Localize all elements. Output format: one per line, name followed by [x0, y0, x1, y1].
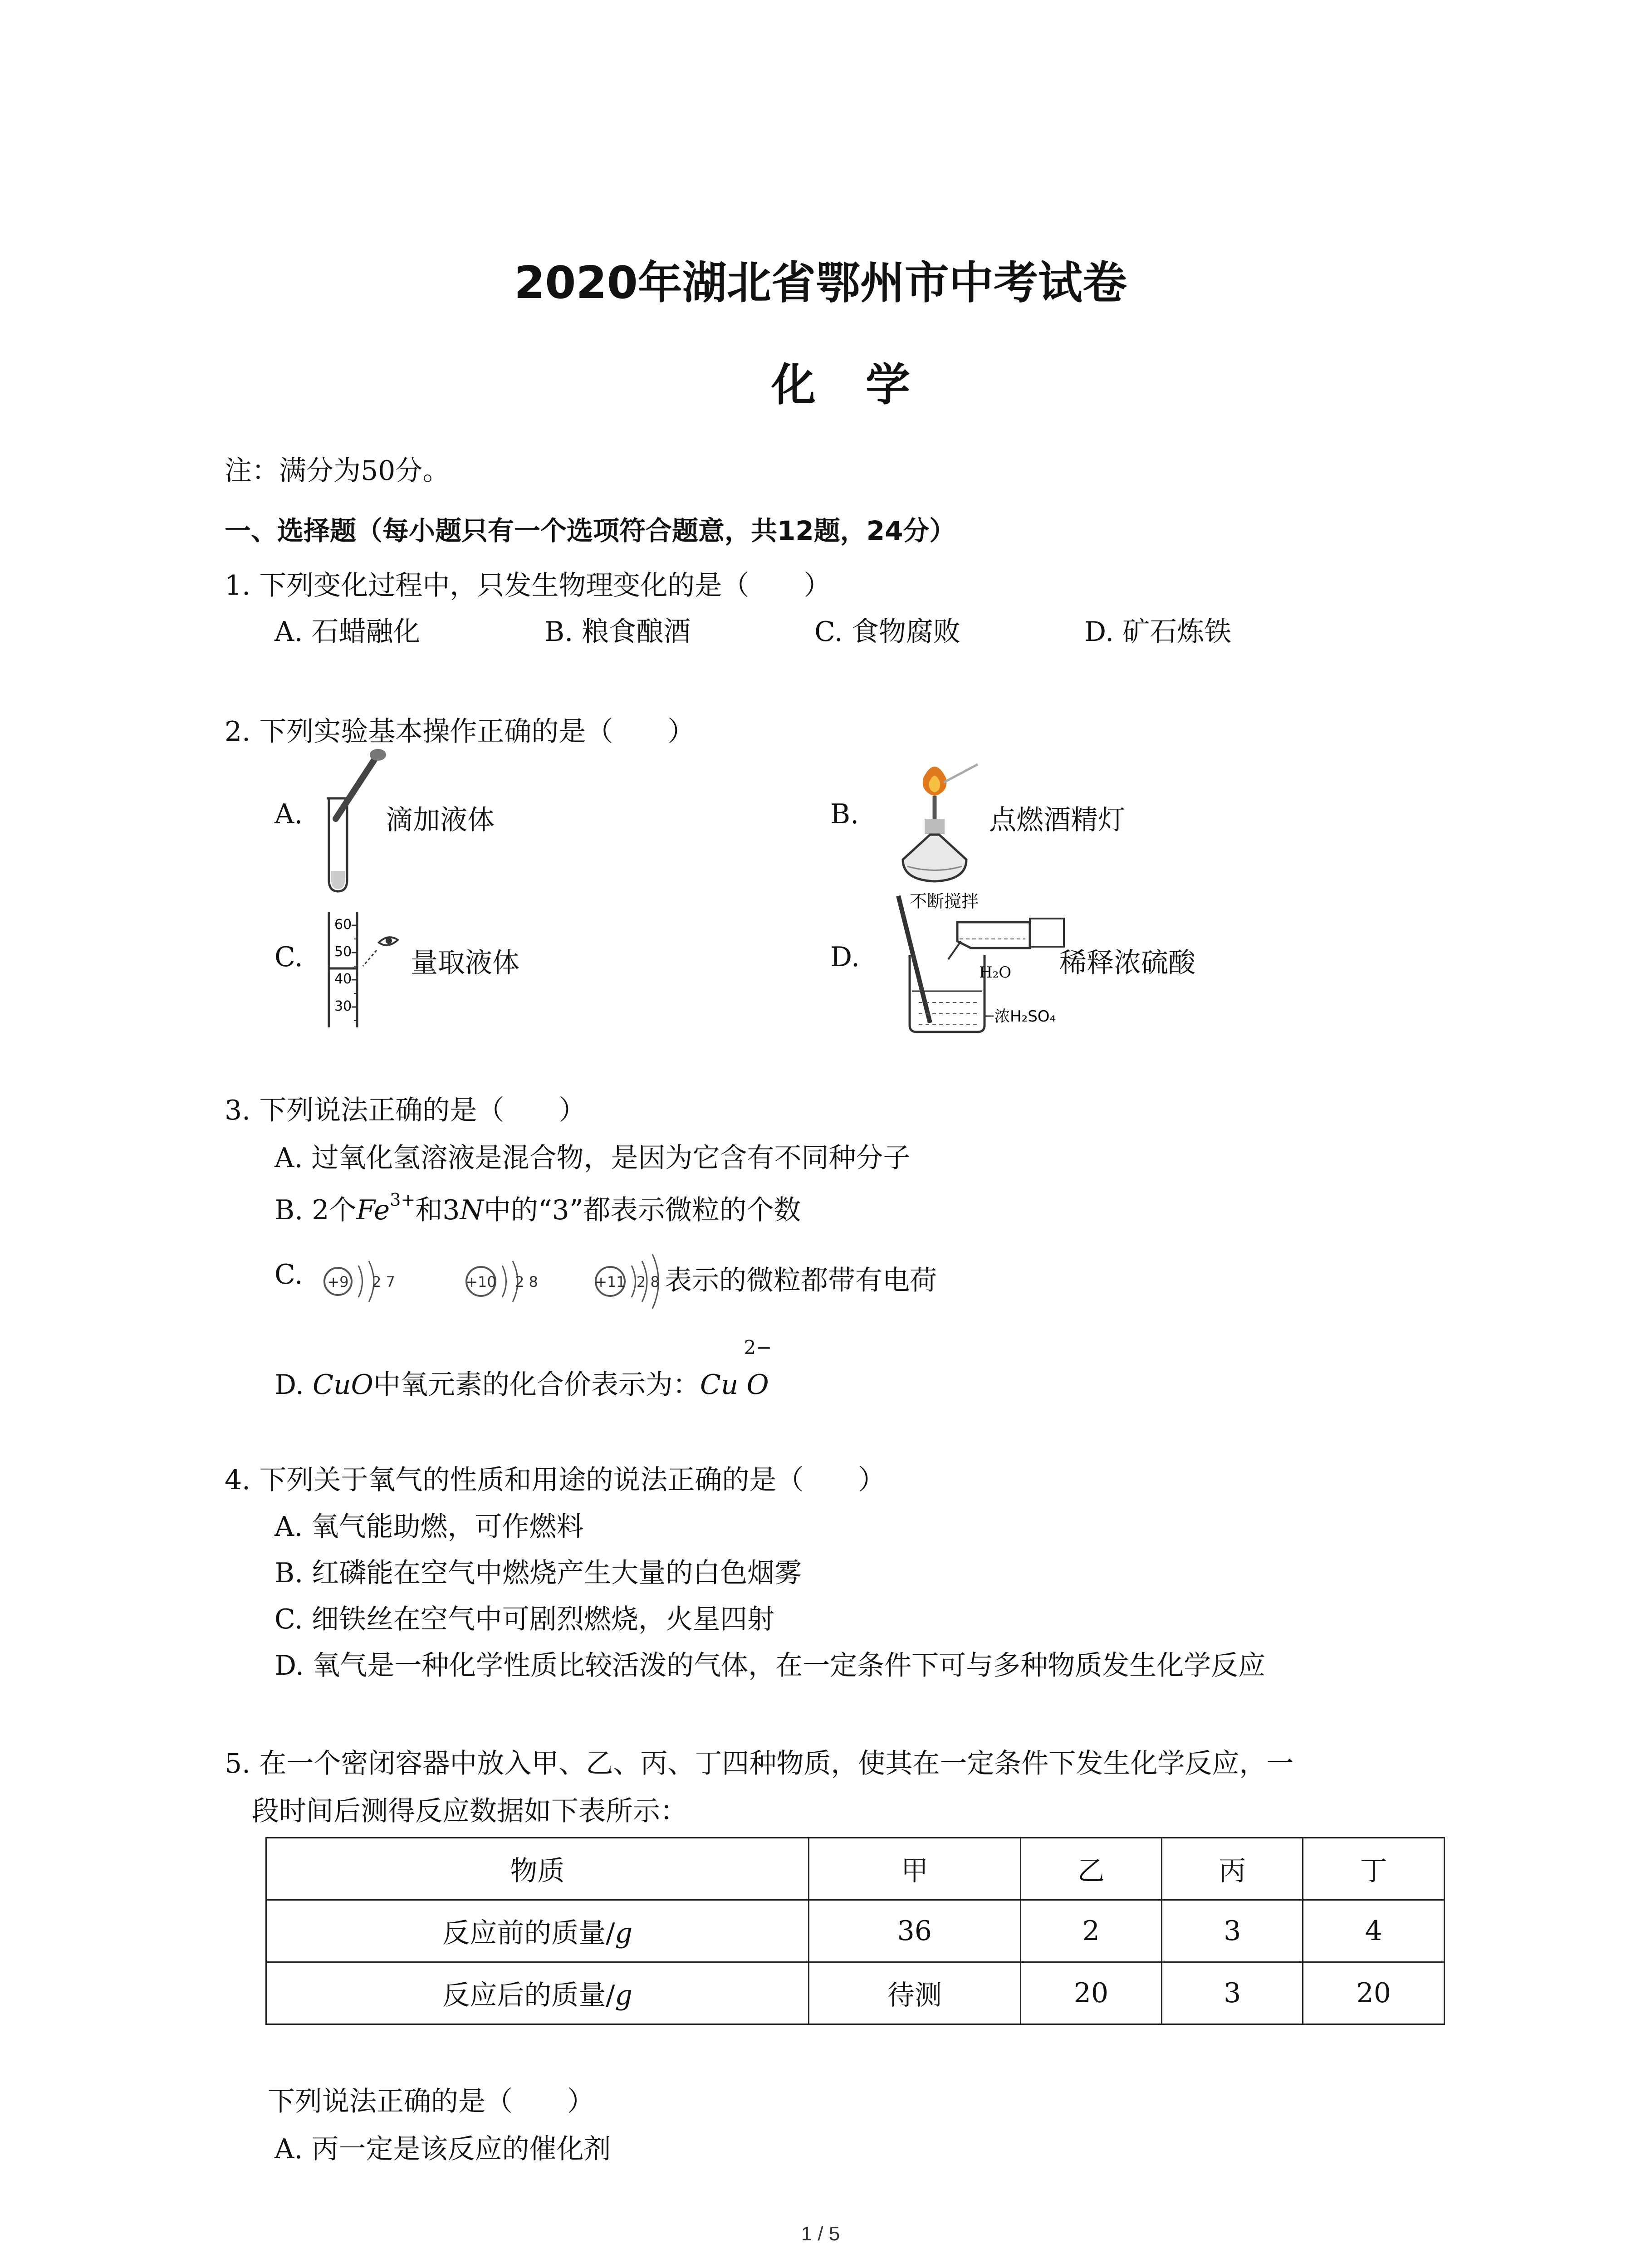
- table-cell: 4: [1303, 1900, 1445, 1962]
- q3-d-valence: 2−: [744, 1336, 772, 1359]
- q3-stem: 3. 下列说法正确的是（ ）: [225, 1095, 586, 1126]
- particle-2-shells: 2 8: [515, 1273, 538, 1290]
- row-label-unit: g: [615, 1980, 632, 2011]
- dropper-test-tube-figure: [318, 748, 390, 898]
- q4-option-b: B. 红磷能在空气中燃烧产生大量的白色烟雾: [274, 1557, 802, 1589]
- q3-d-formula: CuO: [313, 1369, 373, 1401]
- q4-option-d: D. 氧气是一种化学性质比较活泼的气体，在一定条件下可与多种物质发生化学反应: [274, 1650, 1266, 1681]
- cylinder-tick-40: 40: [334, 971, 352, 987]
- cylinder-tick-50: 50: [334, 944, 352, 960]
- cylinder-tick-60: 60: [334, 917, 352, 933]
- acid-label: 浓H₂SO₄: [994, 1007, 1056, 1026]
- atom-structure-figure: [320, 1245, 674, 1313]
- q3-option-d: [274, 1336, 772, 1402]
- table-header-cell: 乙: [1020, 1838, 1162, 1900]
- particle-2-nucleus: +10: [465, 1273, 496, 1290]
- row-label-unit: g: [615, 1917, 632, 1949]
- q1-option-b: B. 粮食酿酒: [544, 616, 691, 648]
- q3-d-base: Cu: [700, 1369, 739, 1401]
- table-header-cell: 丙: [1162, 1838, 1303, 1900]
- q2-option-b-letter: B.: [830, 798, 859, 830]
- cylinder-tick-30: 30: [334, 998, 352, 1014]
- q3-d-element: O: [746, 1369, 769, 1401]
- table-row-label: [266, 1962, 809, 2024]
- page-number: 1 / 5: [801, 2223, 840, 2245]
- q4-option-c: C. 细铁丝在空气中可剧烈燃烧，火星四射: [274, 1603, 774, 1635]
- q3-b-mid: 和3: [415, 1194, 460, 1226]
- table-header-cell: 甲: [809, 1838, 1021, 1900]
- q4-stem: 4. 下列关于氧气的性质和用途的说法正确的是（ ）: [225, 1464, 886, 1496]
- q1-stem: 1. 下列变化过程中，只发生物理变化的是（ ）: [225, 570, 831, 601]
- q3-b-ion: Fe: [356, 1194, 390, 1226]
- q1-option-d: D. 矿石炼铁: [1084, 616, 1232, 648]
- q1-option-c: C. 食物腐败: [814, 616, 960, 648]
- q5-question: 下列说法正确的是（ ）: [268, 2086, 594, 2117]
- q3-option-b: [274, 1188, 801, 1227]
- q3-b-atom: N: [460, 1194, 484, 1226]
- table-header-cell: 物质: [266, 1838, 809, 1900]
- q3-option-c-text: 表示的微粒都带有电荷: [665, 1265, 937, 1296]
- stir-label: 不断搅拌: [910, 891, 979, 911]
- q3-b-suffix: 中的“3”都表示微粒的个数: [484, 1194, 801, 1226]
- table-row: [266, 1962, 1445, 2024]
- q2-option-a-letter: A.: [274, 798, 303, 830]
- exam-title: 2020年湖北省鄂州市中考试卷: [514, 257, 1127, 309]
- q3-d-text: 中氧元素的化合价表示为：: [373, 1369, 700, 1401]
- q1-option-a: A. 石蜡融化: [274, 616, 421, 648]
- section-heading: 一、选择题（每小题只有一个选项符合题意，共12题，24分）: [225, 515, 956, 546]
- dilute-acid-figure: [880, 887, 1071, 1041]
- table-cell: 待测: [809, 1962, 1021, 2024]
- q3-d-prefix: D.: [274, 1369, 313, 1401]
- table-cell: 20: [1020, 1962, 1162, 2024]
- table-cell: 3: [1162, 1962, 1303, 2024]
- alcohol-lamp-figure: [880, 755, 985, 887]
- q3-b-charge: 3+: [390, 1190, 416, 1210]
- graduated-cylinder-figure: [320, 907, 415, 1034]
- q4-option-a: A. 氧气能助燃，可作燃料: [274, 1511, 584, 1543]
- row-label-text: 反应后的质量/: [442, 1980, 615, 2011]
- particle-3-shells: 2 8: [637, 1273, 660, 1290]
- water-label: H₂O: [979, 963, 1012, 982]
- table-cell: 20: [1303, 1962, 1445, 2024]
- table-header-cell: 丁: [1303, 1838, 1445, 1900]
- q3-b-prefix: B. 2个: [274, 1194, 357, 1226]
- q2-option-b-label: 点燃酒精灯: [989, 804, 1125, 836]
- q5-option-a: A. 丙一定是该反应的催化剂: [274, 2133, 611, 2165]
- q2-option-d-letter: D.: [830, 941, 860, 973]
- q2-stem: 2. 下列实验基本操作正确的是（ ）: [225, 716, 695, 748]
- particle-3-nucleus: +11: [595, 1273, 626, 1290]
- table-cell: 36: [809, 1900, 1021, 1962]
- table-header-row: [266, 1838, 1445, 1900]
- q3-option-c-letter: C.: [274, 1259, 303, 1290]
- particle-1-shells: 2 7: [372, 1273, 395, 1290]
- q5-stem-line1: 5. 在一个密闭容器中放入甲、乙、丙、丁四种物质，使其在一定条件下发生化学反应，一: [225, 1748, 1294, 1779]
- q2-option-a-label: 滴加液体: [386, 804, 495, 836]
- q2-option-d-label: 稀释浓硫酸: [1059, 947, 1195, 979]
- reaction-data-table: [265, 1837, 1445, 2025]
- q2-option-c-letter: C.: [274, 941, 303, 973]
- table-cell: 3: [1162, 1900, 1303, 1962]
- q2-option-c-label: 量取液体: [411, 947, 519, 979]
- q5-stem-line2: 段时间后测得反应数据如下表所示：: [252, 1795, 687, 1827]
- table-row-label: [266, 1900, 809, 1962]
- score-note: 注：满分为50分。: [225, 455, 450, 487]
- table-row: [266, 1900, 1445, 1962]
- particle-1-nucleus: +9: [327, 1273, 349, 1290]
- table-cell: 2: [1020, 1900, 1162, 1962]
- subject-title: 化学: [771, 359, 960, 411]
- row-label-text: 反应前的质量/: [442, 1917, 615, 1949]
- q3-option-a: A. 过氧化氢溶液是混合物，是因为它含有不同种分子: [274, 1142, 911, 1174]
